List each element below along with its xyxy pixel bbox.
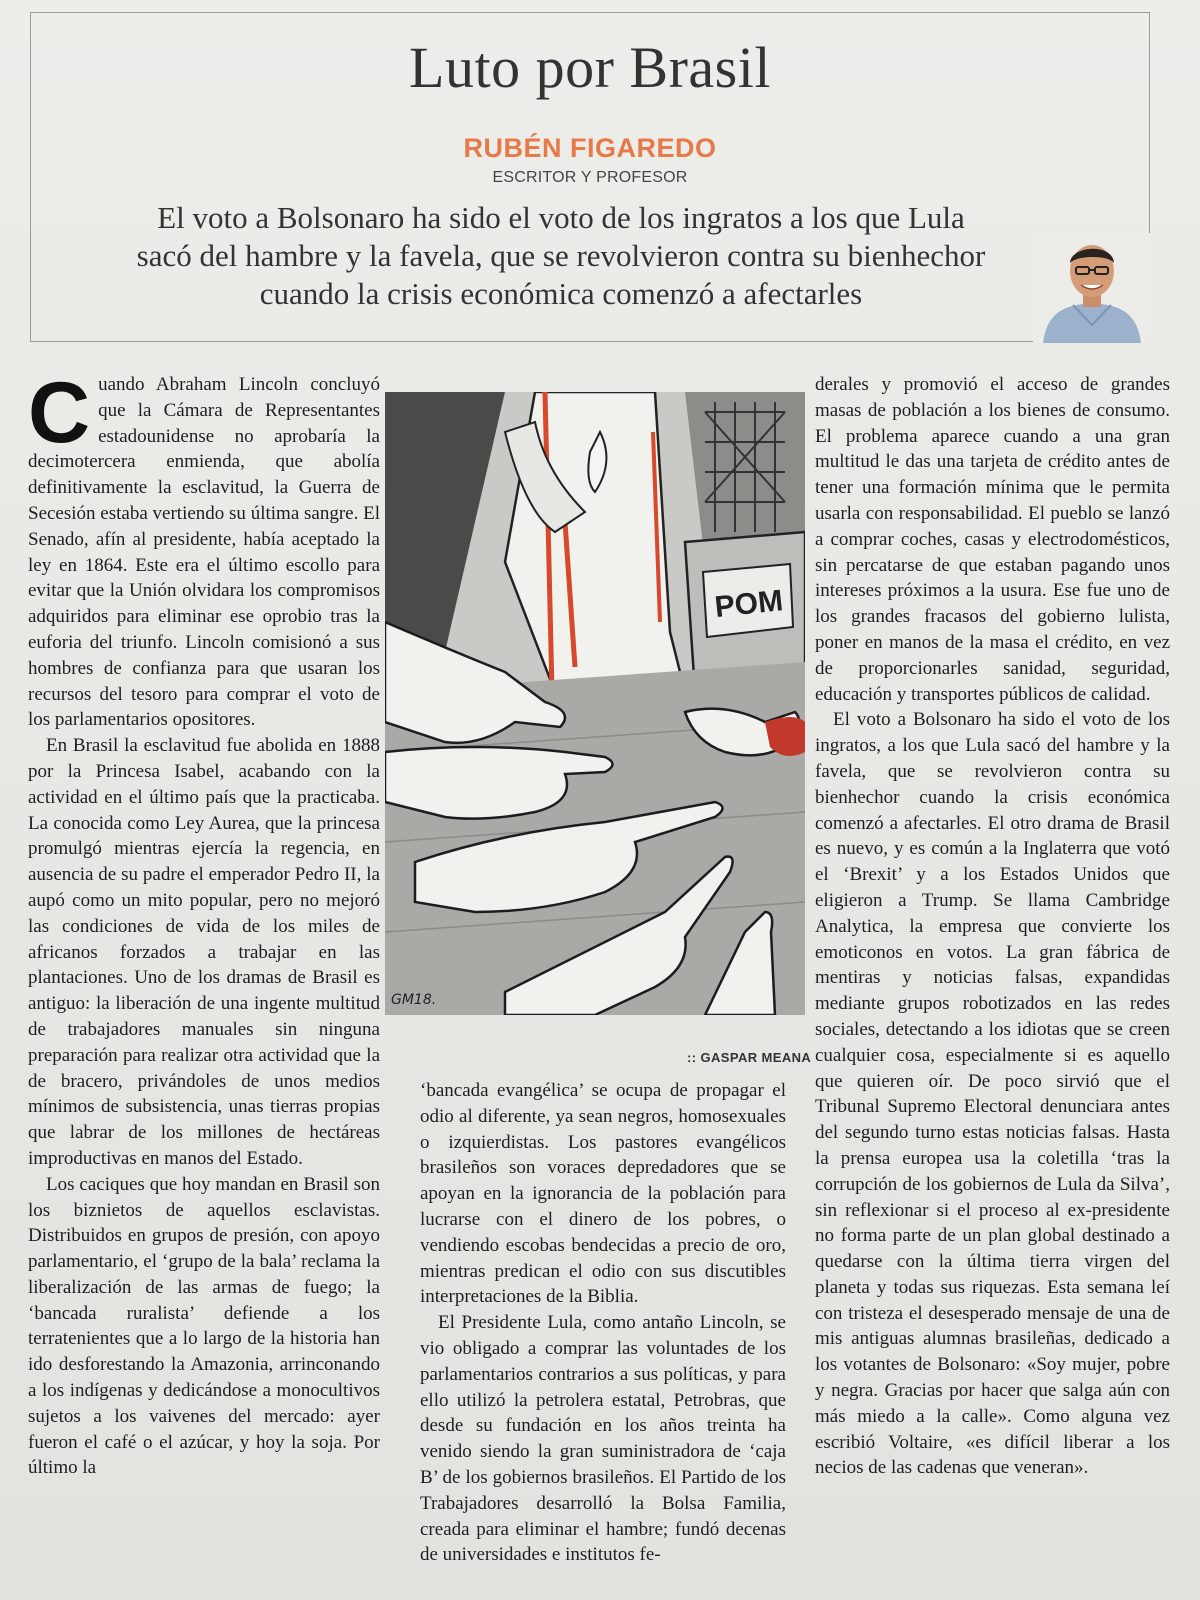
author-name: RUBÉN FIGAREDO — [463, 133, 717, 163]
article-title: Luto por Brasil — [409, 35, 771, 100]
pom-sign-text: POM — [713, 584, 785, 625]
paragraph-2: En Brasil la esclavitud fue abolida en 1888 por la Princesa Isabel, acabando con la actividad en el último país que la practicaba. La conocida como Ley Aurea, que la princesa promulgó mientras ejercía la regencia, en ausencia de su padre el emperador Pedro II, la aupó como un mito popular, pero no mejoró las condiciones de vida de los miles de africanos forzados a trabajar en las plantaciones. Uno de los dramas de Brasil es antiguo: la liberación de una ingente multitud de trabajadores manuales sin ninguna preparación para realizar otra actividad que la de bracero, privándoles de unos medios mínimos de subsistencia, unas tierras propias que labrar de los millones de hectáreas improductivas en manos del Estado. — [28, 735, 380, 1169]
paragraph-3: Los caciques que hoy mandan en Brasil son los biznietos de aquellos esclavistas. Distribuidos en grupos de presión, con apoyo parlamentario, el ‘grupo de la bala’ reclama la liberalización de las armas de fuego; la ‘bancada ruralista’ defiende a los terratenientes que a lo largo de la historia han ido desforestando la Amazonia, arrinconando a los indígenas y dedicándose a monocultivos sujetos a los vaivenes del mercado: ayer fueron el café o el azúcar, y hoy la soja. Por último la — [28, 1173, 380, 1479]
paragraph-1-text: uando Abraham Lincoln concluyó que la Cámara de Representantes estadounidense no aprobaría la decimotercera enmienda, que abolía definitivamente la esclavitud, la Guerra de Secesión estaba vertiendo su última sangre. El Senado, afín al presidente, había aceptado la ley en 1864. Este era el último escollo para evitar que la Unión olvidara los compromisos adquiridos para eliminar ese oprobio tras la euforia del triunfo. Lincoln comisionó a sus hombres de confianza para que usaran los recursos del tesoro para comprar el voto de los parlamentarios opositores. — [28, 374, 380, 731]
illustration-credit: :: GASPAR MEANA — [687, 1050, 812, 1065]
header-box — [30, 12, 1150, 342]
paragraph-5: El voto a Bolsonaro ha sido el voto de los ingratos, a los que Lula sacó del hambre y la favela, que se revolvieron contra su bienhechor cuando la crisis económica comenzó a afectarles. El otro drama de Brasil es nuevo, y es común a la Inglaterra que votó el ‘Brexit’ y a los Estados Unidos que eligieron a Trump. Se llama Cambridge Analytica, la empresa que convierte los emoticonos en votos. La gran fábrica de mentiras y noticias falsas, expandidas mediante grupos robotizados en las redes sociales, detectando a los idiotas que se creen cualquier cosa, especialmente si es aquello que quieren oír. De poco sirvió que el Tribunal Supremo Electoral denunciara antes del segundo turno estas noticias falsas. Hasta la prensa europea usa la coletilla ‘tras la corrupción de los gobiernos de Lula da Silva’, sin reflexionar si el proceso al ex-presidente no forma parte de un plan global destinado a quedarse con la última tierra virgen del planeta y todas sus riquezas. Esta semana leí con tristeza el desesperado mensaje de una de mis antiguas alumnas brasileñas, dedicado a los votantes de Bolsonaro: «Soy mujer, pobre y negra. Gracias por hacer que salga aún con más miedo a la calle». Como alguna vez escribió Voltaire, «es difícil liberar a los necios de las cadenas que veneran». — [815, 709, 1170, 1479]
author-photo — [1033, 233, 1151, 343]
author-role: ESCRITOR Y PROFESOR — [492, 169, 688, 186]
paragraph-3-continued: ‘bancada evangélica’ se ocupa de propagar el odio al diferente, ya sean negros, homosexuales o izquierdistas. Los pastores evangélicos brasileños son voraces depredadores que se apoyan en la ignorancia de la población para lucrarse con el dinero de los pobres, o vendiendo escobas bendecidas a precio de oro, mientras predican el odio con sus discutibles interpretaciones de la Biblia. — [420, 1080, 786, 1308]
paragraph-1 — [28, 365, 380, 733]
column-3 — [815, 372, 1170, 1481]
paragraph-4-continued: derales y promovió el acceso de grandes masas de población a los bienes de consumo. El problema aparece cuando a una gran multitud le das una tarjeta de crédito antes de tener una formación mínima que le permita usarla con responsabilidad. El pueblo se lanzó a comprar coches, casas y electrodomésticos, sin percatarse de que estaban pagando unos intereses próximos a la usura. Ese fue uno de los grandes fracasos del gobierno lulista, poner en manos de la masa el crédito, en vez de proporcionarles sanidad, seguridad, educación y transportes públicos de calidad. — [815, 374, 1170, 705]
artist-signature: GM18. — [391, 992, 437, 1008]
paragraph-4: El Presidente Lula, como antaño Lincoln, se vio obligado a comprar las voluntades de los parlamentarios contrarios a sus políticas, y para ello utilizó la petrolera estatal, Petrobras, que desde su fundación en los años treinta ha venido siendo la gran suministradora de ‘caja B’ de los gobiernos brasileños. El Partido de los Trabajadores desarrolló la Bolsa Familia, creada para eliminar el hambre; fundó decenas de universidades e institutos fe- — [420, 1312, 786, 1566]
column-1 — [28, 365, 380, 1481]
standfirst: El voto a Bolsonaro ha sido el voto de los ingratos a los que Lula sacó del hambre y la favela, que se revolvieron contra su bienhechor cuando la crisis económica comenzó a afectarles — [136, 200, 986, 311]
drop-cap: C — [28, 365, 91, 461]
column-2 — [420, 1078, 786, 1568]
editorial-illustration — [385, 392, 805, 1015]
